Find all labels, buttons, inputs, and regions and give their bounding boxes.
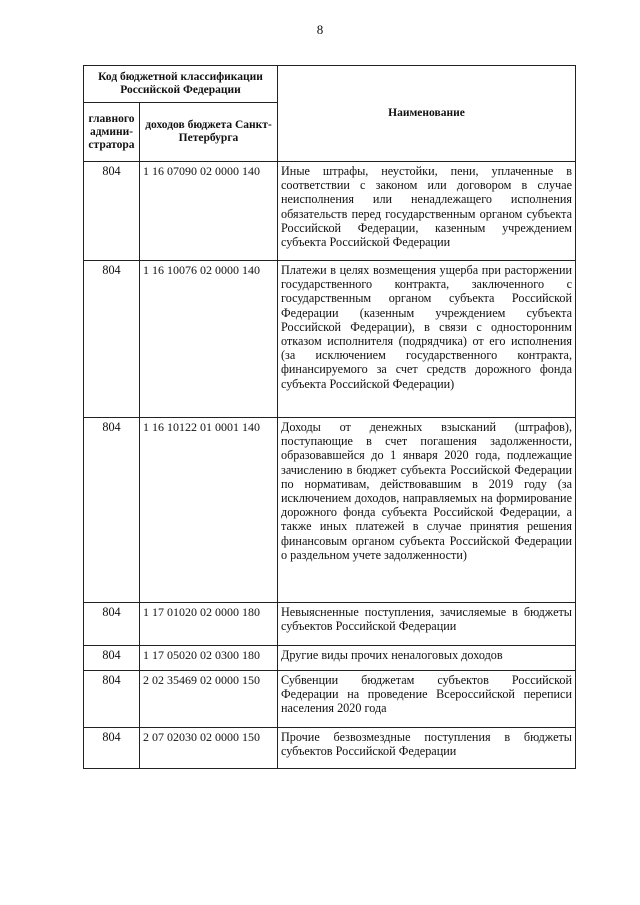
income-code-cell: 1 16 07090 02 0000 140	[140, 162, 278, 261]
header-budget-income: доходов бюджета Санкт-Петербурга	[140, 103, 278, 162]
admin-code-cell: 804	[84, 162, 140, 261]
admin-code-cell: 804	[84, 261, 140, 418]
header-classification-code: Код бюджетной классификации Российской Федерации	[84, 66, 278, 103]
income-name-cell: Прочие безвозмездные поступления в бюджеты субъектов Российской Федерации	[278, 728, 576, 769]
income-name-cell: Платежи в целях возмещения ущерба при расторжении государственного контракта, заключенного с государственным органом субъекта Российской Федерации (казенным учреждением субъекта Российской Федерации), в связи с односторонним отказом исполнителя (подрядчика) от его исполнения (за исключением государственного контракта, финансируемого за счет средств дорожного фонда субъекта Российской Федерации)	[278, 261, 576, 418]
income-code-cell: 1 16 10076 02 0000 140	[140, 261, 278, 418]
income-code-cell: 2 07 02030 02 0000 150	[140, 728, 278, 769]
header-chief-administrator: главного админи-стратора	[84, 103, 140, 162]
income-code-cell: 1 17 05020 02 0300 180	[140, 646, 278, 671]
admin-code-cell: 804	[84, 418, 140, 603]
table-row	[84, 671, 576, 728]
table-row	[84, 728, 576, 769]
table-row	[84, 646, 576, 671]
budget-classification-table	[83, 65, 576, 769]
admin-code-cell: 804	[84, 728, 140, 769]
header-name: Наименование	[278, 66, 576, 162]
income-name-cell: Доходы от денежных взысканий (штрафов), поступающие в счет погашения задолженности, образовавшейся до 1 января 2020 года, подлежащие зачислению в бюджет субъекта Российской Федерации по нормативам, действовавшим в 2019 году (за исключением доходов, направляемых на формирование дорожного фонда субъекта Российской Федерации, а также иных платежей в случае принятия решения финансовым органом субъекта Российской Федерации о раздельном учете задолженности)	[278, 418, 576, 603]
table-row	[84, 418, 576, 603]
admin-code-cell: 804	[84, 671, 140, 728]
table-row	[84, 603, 576, 646]
income-name-cell: Иные штрафы, неустойки, пени, уплаченные в соответствии с законом или договором в случае неисполнения или ненадлежащего исполнения обязательств перед государственным органом субъекта Российской Федерации, казенным учреждением субъекта Российской Федерации	[278, 162, 576, 261]
admin-code-cell: 804	[84, 603, 140, 646]
income-name-cell: Другие виды прочих неналоговых доходов	[278, 646, 576, 671]
admin-code-cell: 804	[84, 646, 140, 671]
income-code-cell: 1 17 01020 02 0000 180	[140, 603, 278, 646]
page-number: 8	[316, 22, 324, 37]
income-code-cell: 2 02 35469 02 0000 150	[140, 671, 278, 728]
income-name-cell: Невыясненные поступления, зачисляемые в бюджеты субъектов Российской Федерации	[278, 603, 576, 646]
table-row	[84, 261, 576, 418]
table-row	[84, 162, 576, 261]
income-code-cell: 1 16 10122 01 0001 140	[140, 418, 278, 603]
income-name-cell: Субвенции бюджетам субъектов Российской Федерации на проведение Всероссийской переписи населения 2020 года	[278, 671, 576, 728]
